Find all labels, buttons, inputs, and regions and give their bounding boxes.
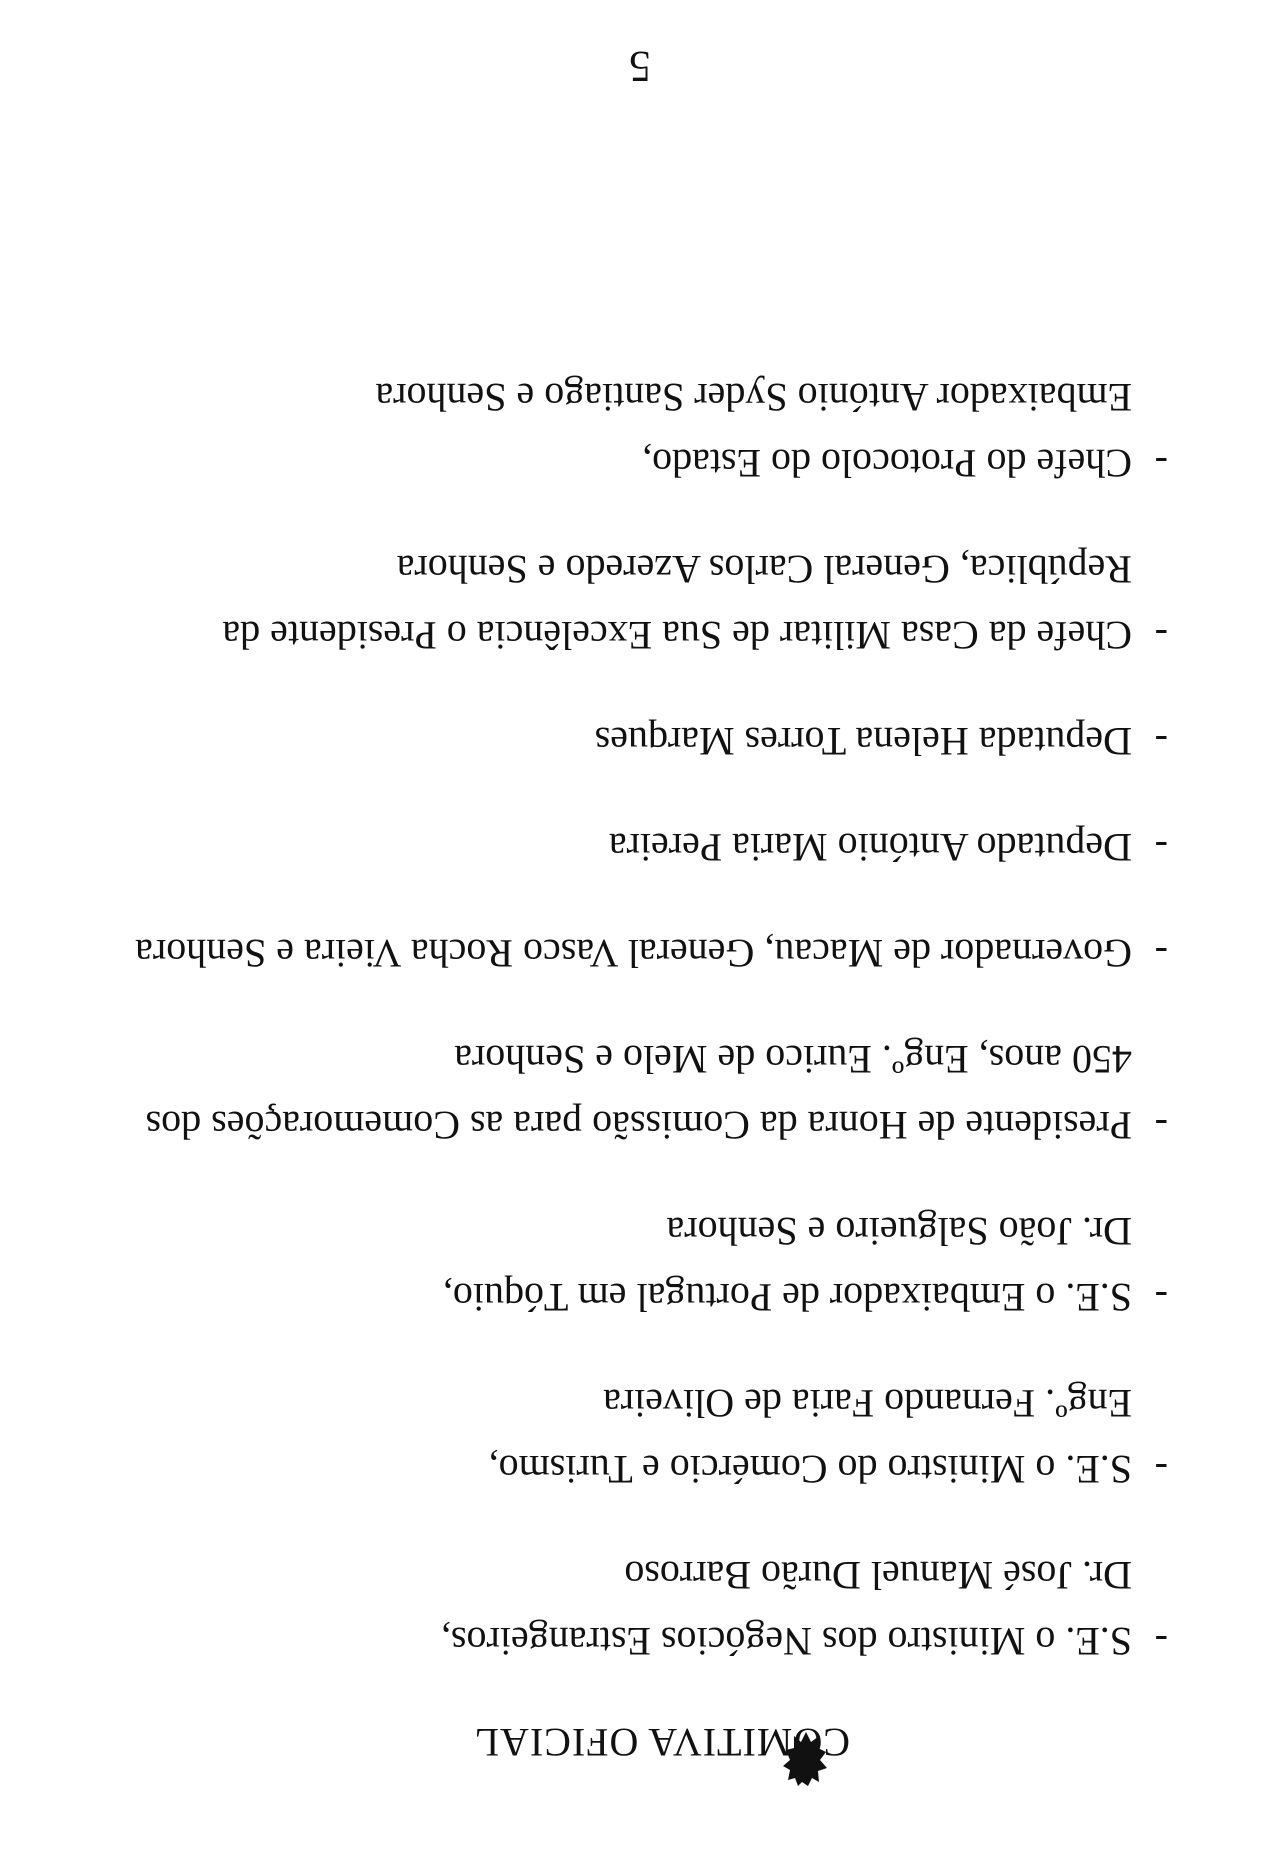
list-dash: - (1154, 1103, 1168, 1148)
entry-line: Presidente de Honra da Comissão para as Comemorações dos (145, 1103, 1132, 1148)
list-item (108, 1026, 1168, 1158)
entry-continuation: Embaixador António Syder Santiago e Senhora (375, 375, 1132, 420)
list-item (108, 364, 1168, 496)
entry-line: S.E. o Ministro dos Negócios Estrangeiros, (440, 1619, 1132, 1664)
list-dash: - (1154, 1275, 1168, 1320)
list-item (108, 814, 1168, 880)
list-dash: - (1154, 719, 1168, 764)
list-item (108, 536, 1168, 668)
document-title: COMITIVA OFICIAL (473, 1720, 850, 1765)
entry-line: Governador de Macau, General Vasco Rocha Vieira e Senhora (135, 931, 1132, 976)
entry-continuation: Dr. José Manuel Durão Barroso (624, 1553, 1132, 1598)
list-item (108, 1542, 1168, 1674)
entry-line: S.E. o Ministro do Comércio e Turismo, (488, 1447, 1132, 1492)
entry-line: Deputado António Maria Pereira (608, 825, 1132, 870)
list-dash: - (1154, 1447, 1168, 1492)
list-dash: - (1154, 1619, 1168, 1664)
list-item (108, 708, 1168, 774)
list-item (108, 1370, 1168, 1502)
entry-line: Chefe do Protocolo do Estado, (642, 441, 1132, 486)
list-dash: - (1154, 931, 1168, 976)
list-item (108, 1198, 1168, 1330)
entry-line: Deputada Helena Torres Marques (594, 719, 1132, 764)
list-dash: - (1154, 613, 1168, 658)
entry-continuation: República, General Carlos Azeredo e Senhora (396, 547, 1132, 592)
entry-continuation: 450 anos, Engº. Eurico de Melo e Senhora (454, 1037, 1132, 1082)
list-dash: - (1154, 825, 1168, 870)
list-dash: - (1154, 441, 1168, 486)
page-number: 5 (629, 42, 651, 91)
entry-continuation: Dr. João Salgueiro e Senhora (666, 1209, 1132, 1254)
delegation-list (108, 324, 1168, 1674)
entry-line: S.E. o Embaixador de Portugal em Tóquio, (442, 1275, 1132, 1320)
list-item (108, 920, 1168, 986)
entry-continuation: Engº. Fernando Faria de Oliveira (603, 1381, 1132, 1426)
entry-line: Chefe da Casa Militar de Sua Excelência o Presidente da (222, 613, 1132, 658)
